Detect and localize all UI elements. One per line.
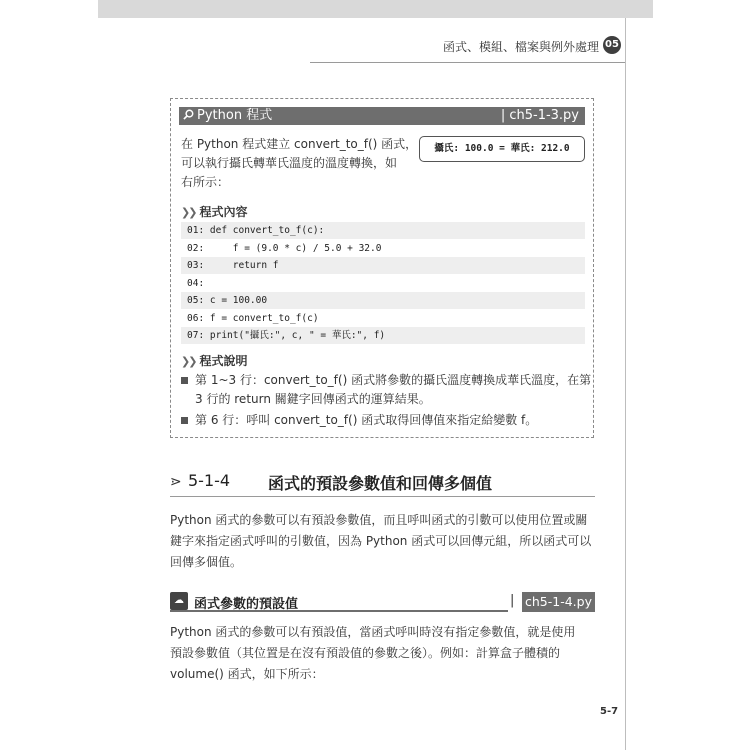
program-intro bbox=[181, 135, 418, 192]
intro-line: 在 Python 程式建立 convert_to_f() 函式， bbox=[181, 137, 418, 151]
bullet-line: 第 1~3 行：convert_to_f() 函式將參數的攝氏溫度轉換成華氏溫度，在第 bbox=[195, 373, 592, 387]
program-title-text: Python 程式 bbox=[197, 108, 273, 123]
list-item bbox=[181, 411, 589, 430]
program-title-bar bbox=[179, 107, 585, 125]
explain-heading bbox=[181, 352, 247, 369]
paragraph-line: 回傳多個值。 bbox=[170, 555, 243, 569]
subsection-heading bbox=[170, 592, 595, 612]
explain-heading-text: 程式說明 bbox=[199, 354, 248, 368]
cloud-icon: ☁ bbox=[170, 592, 188, 610]
intro-line: 可以執行攝氏轉華氏溫度的溫度轉換，如 bbox=[181, 156, 398, 170]
double-chevron-icon: ❯❯ bbox=[181, 355, 196, 368]
program-title bbox=[183, 107, 272, 125]
page-margin-rule bbox=[625, 18, 626, 750]
chapter-number-badge: 05 bbox=[603, 36, 621, 54]
section-number: 5-1-4 bbox=[188, 471, 231, 490]
paragraph-intro bbox=[170, 510, 595, 573]
bullet-line: 3 行的 return 關鍵字回傳函式的運算結果。 bbox=[195, 392, 431, 406]
square-bullet-icon bbox=[181, 417, 188, 424]
paragraph-line: Python 函式的參數可以有預設值，當函式呼叫時沒有指定參數值，就是使用 bbox=[170, 625, 576, 639]
program-file-name: | ch5-1-3.py bbox=[500, 108, 579, 123]
program-output-box: 攝氏: 100.0 = 華氏: 212.0 bbox=[419, 136, 585, 162]
paragraph-line: 鍵字來指定函式呼叫的引數值，因為 Python 函式可以回傳元組，所以函式可以 bbox=[170, 534, 592, 548]
subsection-file-name: ch5-1-4.py bbox=[522, 592, 595, 612]
content-heading bbox=[181, 203, 247, 220]
subsection-underline bbox=[170, 592, 508, 612]
search-icon bbox=[183, 109, 194, 120]
code-line: 04: bbox=[181, 275, 585, 292]
explain-list bbox=[181, 371, 592, 432]
code-listing bbox=[181, 222, 585, 345]
code-line: 02: f = (9.0 * c) / 5.0 + 32.0 bbox=[181, 240, 585, 257]
code-line: 06: f = convert_to_f(c) bbox=[181, 310, 585, 327]
bullet-line: 第 6 行：呼叫 convert_to_f() 函式取得回傳值來指定給變數 f。 bbox=[195, 413, 538, 427]
section-arrow-icon: ⋗ bbox=[170, 474, 182, 490]
paragraph-line: Python 函式的參數可以有預設參數值，而且呼叫函式的引數可以使用位置或關 bbox=[170, 513, 588, 527]
subsection-separator: | bbox=[510, 593, 515, 608]
double-chevron-icon: ❯❯ bbox=[181, 206, 196, 219]
intro-line: 右所示： bbox=[181, 175, 230, 189]
paragraph-line: 預設參數值（其位置是在沒有預設值的參數之後）。例如：計算盒子體積的 bbox=[170, 646, 561, 660]
code-line: 05: c = 100.00 bbox=[181, 292, 585, 309]
code-line: 01: def convert_to_f(c): bbox=[181, 222, 585, 239]
paragraph-defaults bbox=[170, 622, 595, 685]
page-number: 5-7 bbox=[600, 706, 619, 717]
chapter-title: 函式、模組、檔案與例外處理 bbox=[442, 40, 599, 54]
list-item bbox=[181, 371, 592, 409]
code-line: 07: print("攝氏:", c, " = 華氏:", f) bbox=[181, 327, 585, 344]
code-line: 03: return f bbox=[181, 257, 585, 274]
square-bullet-icon bbox=[181, 377, 188, 384]
subsection-title: 函式參數的預設值 bbox=[194, 597, 299, 612]
content-heading-text: 程式內容 bbox=[199, 205, 248, 219]
section-heading bbox=[170, 470, 595, 497]
paragraph-line: volume() 函式，如下所示： bbox=[170, 667, 324, 681]
section-title: 函式的預設參數值和回傳多個值 bbox=[268, 474, 493, 493]
top-gray-band bbox=[98, 0, 653, 18]
program-box bbox=[170, 98, 594, 438]
chapter-header bbox=[310, 34, 625, 63]
